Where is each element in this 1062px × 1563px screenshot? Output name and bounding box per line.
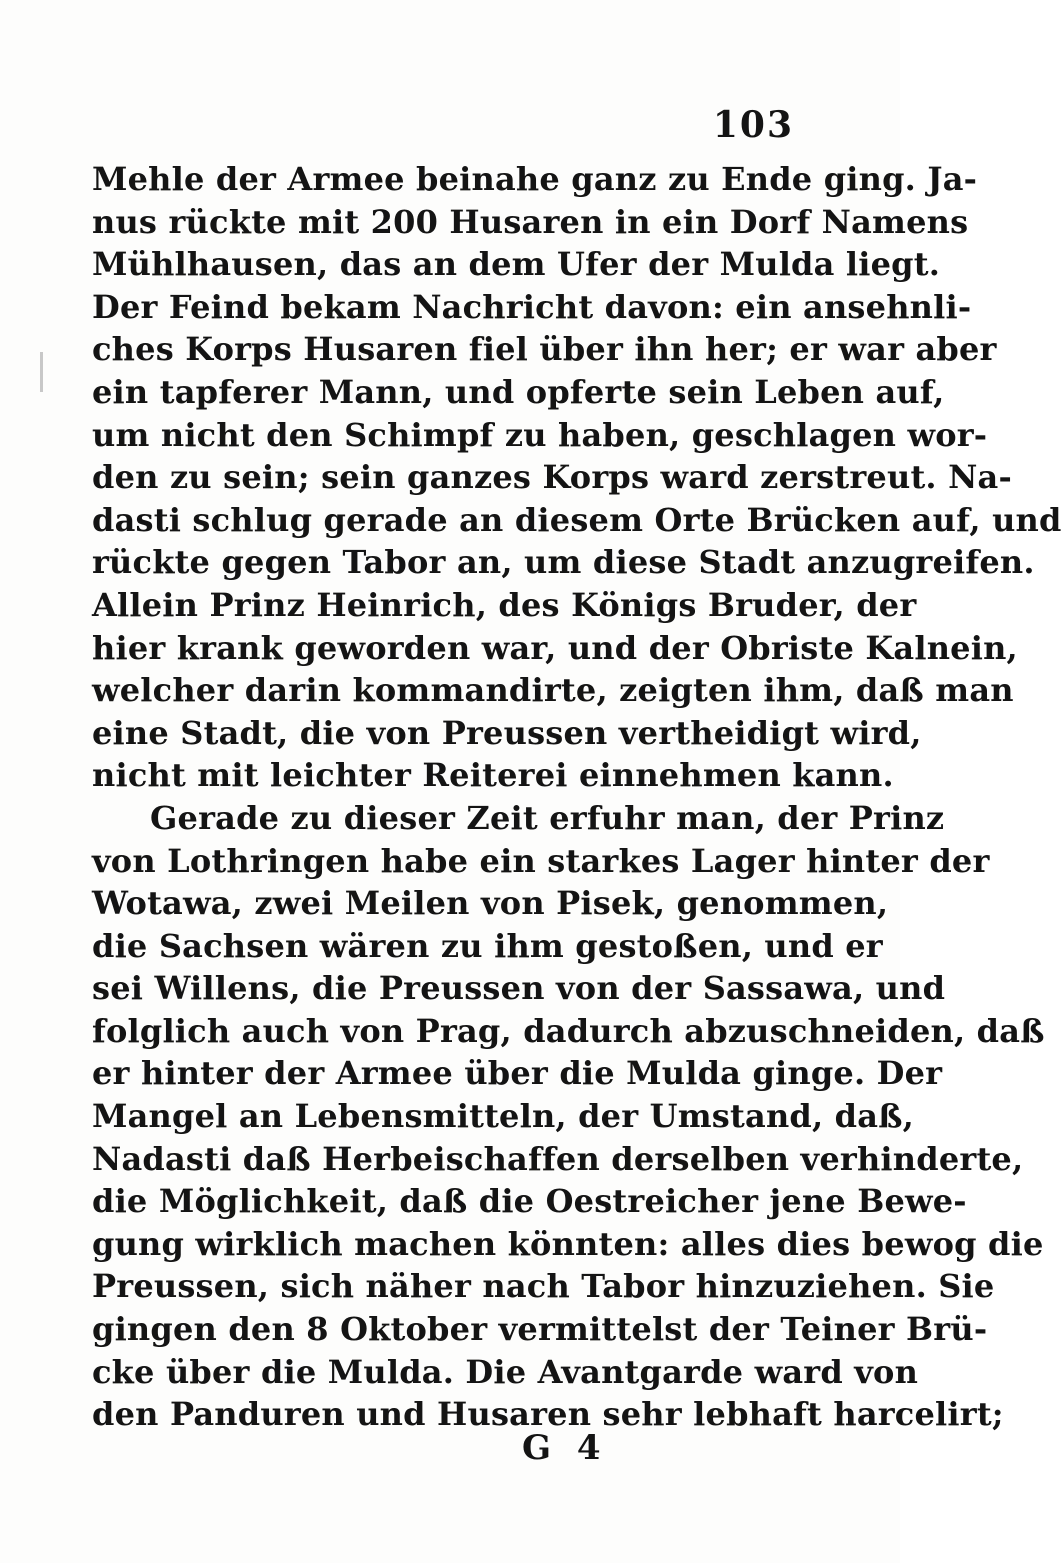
text-line: cke über die Mulda. Die Avantgarde ward von: [92, 1352, 919, 1391]
text-line: Der Feind bekam Nachricht davon: ein ansehnli-: [92, 287, 972, 326]
text-line: den Panduren und Husaren sehr lebhaft harcelirt;: [92, 1395, 1004, 1434]
text-line: eine Stadt, die von Preussen vertheidigt wird,: [92, 713, 922, 752]
text-line: gingen den 8 Oktober vermittelst der Teiner Brü-: [92, 1310, 988, 1349]
text-line: nus rückte mit 200 Husaren in ein Dorf Namens: [92, 202, 969, 241]
text-line: die Möglichkeit, daß die Oestreicher jene Bewe-: [92, 1182, 967, 1221]
text-line: Preussen, sich näher nach Tabor hinzuziehen. Sie: [92, 1267, 995, 1306]
page-number: 103: [712, 104, 794, 146]
text-line: Wotawa, zwei Meilen von Pisek, genommen,: [92, 884, 889, 923]
text-line: er hinter der Armee über die Mulda ginge. Der: [92, 1054, 943, 1093]
text-line: Mehle der Armee beinahe ganz zu Ende ging. Ja-: [92, 160, 978, 198]
text-line: ches Korps Husaren fiel über ihn her; er war aber: [92, 330, 997, 369]
text-line: folglich auch von Prag, dadurch abzuschneiden, daß: [92, 1011, 1045, 1050]
text-line: den zu sein; sein ganzes Korps ward zerstreut. Na-: [92, 458, 1012, 497]
text-line: von Lothringen habe ein starkes Lager hinter der: [92, 841, 990, 880]
text-line: um nicht den Schimpf zu haben, geschlagen wor-: [92, 415, 988, 454]
text-line: Mangel an Lebensmitteln, der Umstand, daß,: [92, 1097, 915, 1136]
text-line: gung wirklich machen könnten: alles dies bewog die: [92, 1224, 1044, 1263]
text-line: ein tapferer Mann, und opferte sein Leben auf,: [92, 372, 945, 411]
text-line: rückte gegen Tabor an, um diese Stadt anzugreifen.: [92, 543, 1035, 582]
text-line: Mühlhausen, das an dem Ufer der Mulda liegt.: [92, 245, 941, 284]
body-text: [92, 158, 1062, 1436]
text-line: dasti schlug gerade an diesem Orte Brücken auf, und: [92, 500, 1062, 539]
text-line: hier krank geworden war, und der Obriste Kalnein,: [92, 628, 1018, 667]
text-line: Nadasti daß Herbeischaffen derselben verhinderte,: [92, 1139, 1024, 1178]
text-line: die Sachsen wären zu ihm gestoßen, und er: [92, 926, 883, 965]
margin-mark: [40, 352, 43, 392]
text-line: Allein Prinz Heinrich, des Königs Bruder, der: [92, 585, 917, 624]
text-line-paragraph-end: nicht mit leichter Reiterei einnehmen kann.: [92, 756, 894, 795]
signature-mark: G 4: [522, 1428, 601, 1468]
text-line: welcher darin kommandirte, zeigten ihm, daß man: [92, 671, 1014, 710]
text-line: sei Willens, die Preussen von der Sassawa, und: [92, 969, 946, 1008]
text-line-paragraph-start: Gerade zu dieser Zeit erfuhr man, der Prinz: [150, 798, 945, 837]
